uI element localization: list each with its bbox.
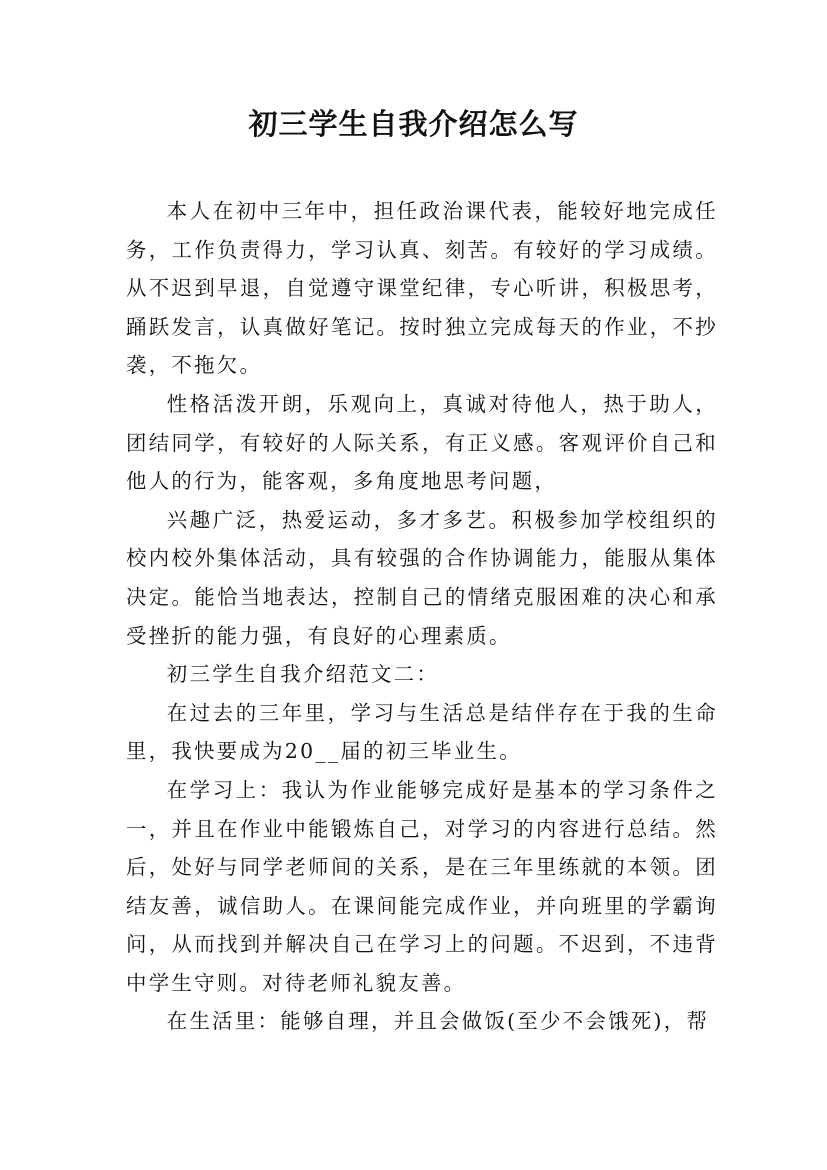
document-title: 初三学生自我介绍怎么写 <box>248 107 579 141</box>
paragraph-6: 在生活里：能够自理，并且会做饭(至少不会饿死)，帮 <box>166 1009 710 1034</box>
paragraph-1: 本人在初中三年中，担任政治课代表，能较好地完成任务，工作负责得力，学习认真、刻苦。有较好的学习成绩。从不迟到早退，自觉遵守课堂纪律，专心听讲，积极思考，踊跃发言，认真做好笔记。按时独立完成每天的作业，不抄袭，不拖欠。 <box>126 199 718 378</box>
paragraph-3: 兴趣广泛，热爱运动，多才多艺。积极参加学校组织的校内校外集体活动，具有较强的合作协调能力，能服从集体决定。能恰当地表达，控制自己的情绪克服困难的决心和承受挫折的能力强，有良好的心理素质。 <box>126 507 718 648</box>
section-heading-sample-two: 初三学生自我介绍范文二： <box>166 662 440 687</box>
paragraph-2: 性格活泼开朗，乐观向上，真诚对待他人，热于助人，团结同学，有较好的人际关系，有正义感。客观评价自己和他人的行为，能客观，多角度地思考问题， <box>126 391 718 494</box>
paragraph-4: 在过去的三年里，学习与生活总是结伴存在于我的生命里，我快要成为20__届的初三毕业生。 <box>126 700 718 764</box>
paragraph-5: 在学习上：我认为作业能够完成好是基本的学习条件之一，并且在作业中能锻炼自己，对学习的内容进行总结。然后，处好与同学老师间的关系，是在三年里练就的本领。团结友善，诚信助人。在课间能完成作业，并向班里的学霸询问，从而找到并解决自己在学习上的问题。不迟到，不违背中学生守则。对待老师礼貌友善。 <box>126 777 718 995</box>
document-body <box>126 192 718 1041</box>
